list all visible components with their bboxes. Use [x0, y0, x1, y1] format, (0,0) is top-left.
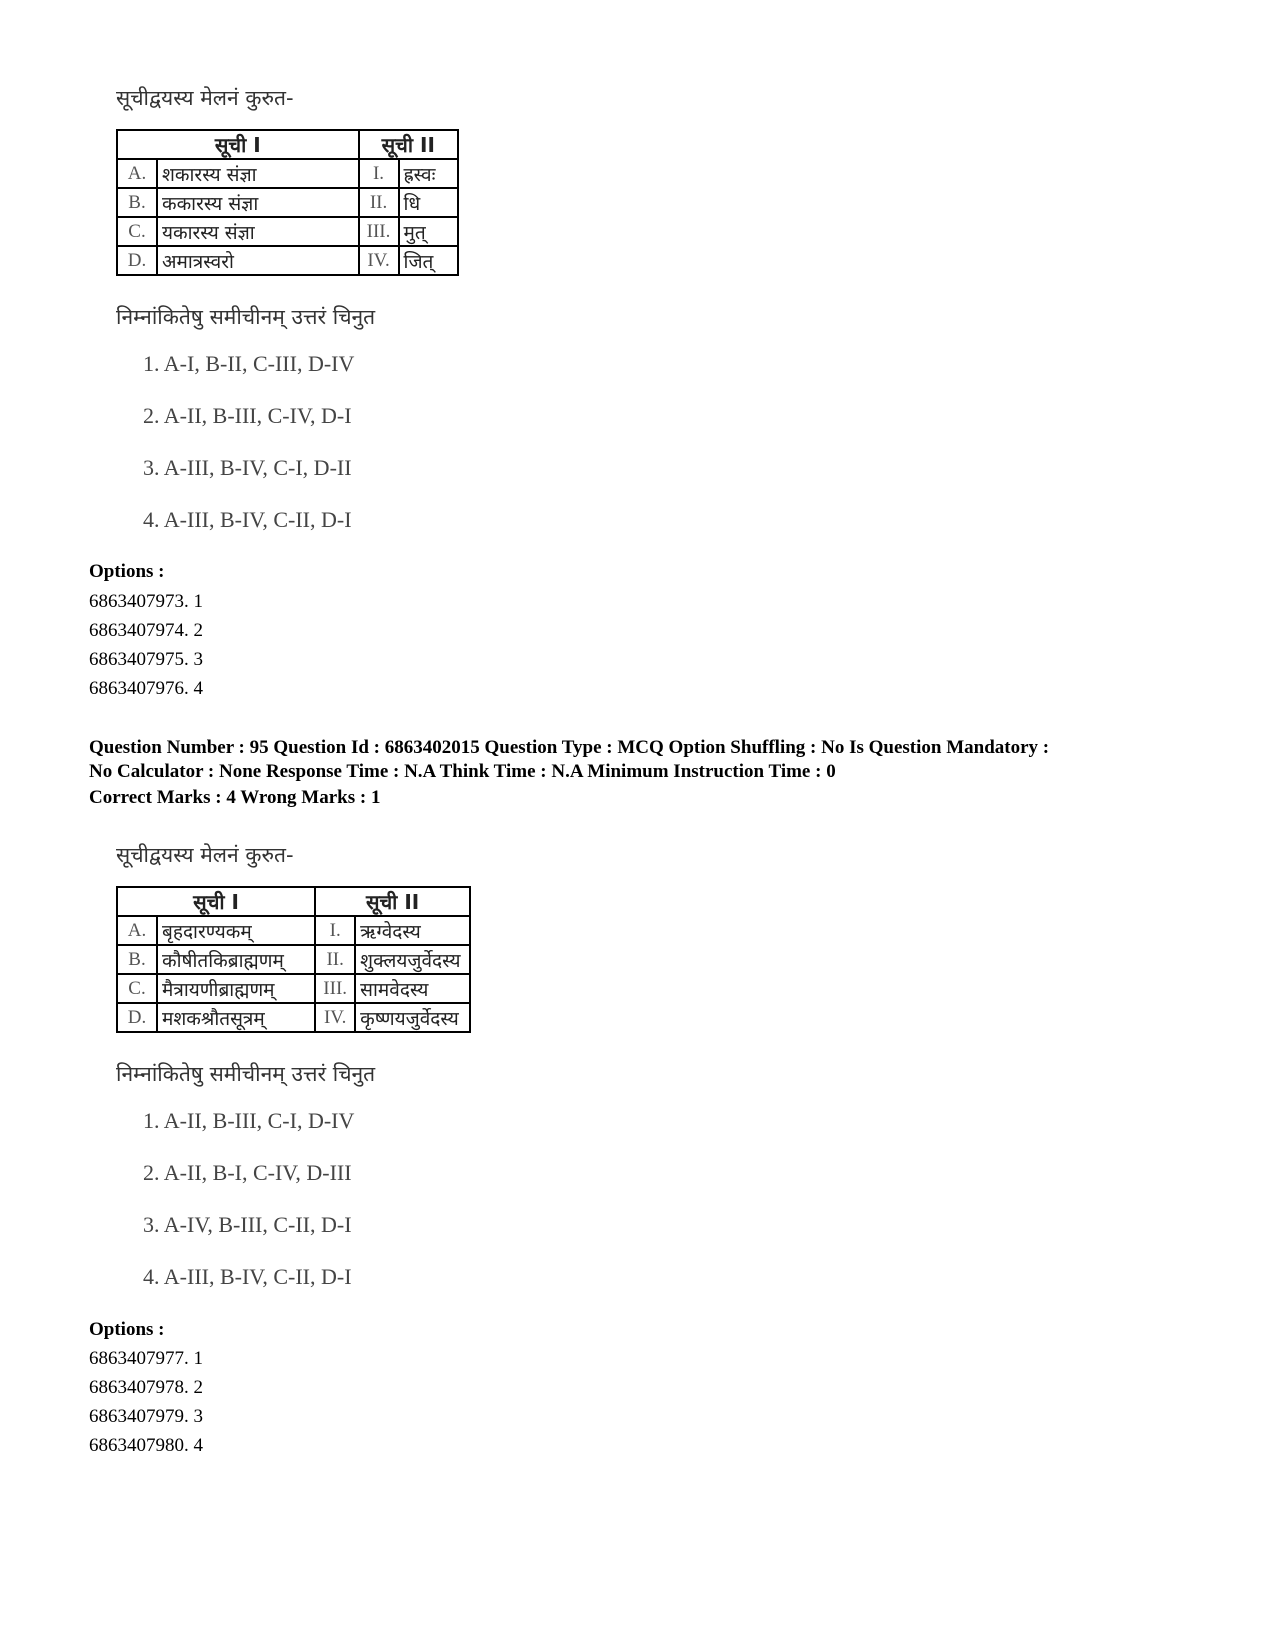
list-1-header: सूची I: [117, 887, 315, 916]
q95-prompt: निम्नांकितेषु समीचीनम् उत्तरं चिनुत: [116, 1062, 376, 1086]
option-item: 6863407975. 3: [89, 649, 203, 670]
list-2-value: धि: [399, 188, 458, 217]
q95-match-table: [116, 886, 471, 1033]
q95-choice-3: 3. A-IV, B-III, C-II, D-I: [143, 1212, 352, 1237]
table-row: [117, 945, 470, 974]
list-1-key: D.: [117, 246, 157, 275]
table-row: [117, 188, 458, 217]
q94-choice-3: 3. A-III, B-IV, C-I, D-II: [143, 455, 352, 480]
table-header-row: [117, 130, 458, 159]
option-item: 6863407976. 4: [89, 678, 203, 699]
q94-options-label: Options :: [89, 561, 165, 582]
q95-marks: Correct Marks : 4 Wrong Marks : 1: [89, 787, 381, 808]
list-2-key: I.: [315, 916, 355, 945]
option-item: 6863407979. 3: [89, 1406, 203, 1427]
option-item: 6863407974. 2: [89, 620, 203, 641]
list-1-key: A.: [117, 159, 157, 188]
list-1-key: C.: [117, 217, 157, 246]
q94-instruction: सूचीद्वयस्य मेलनं कुरुत-: [116, 86, 294, 110]
list-2-value: शुक्लयजुर्वेदस्य: [355, 945, 470, 974]
q95-choice-2: 2. A-II, B-I, C-IV, D-III: [143, 1160, 352, 1185]
q94-options-list: [89, 587, 203, 703]
list-1-key: A.: [117, 916, 157, 945]
list-2-value: ह्रस्वः: [399, 159, 458, 188]
q95-options-label: Options :: [89, 1319, 165, 1340]
table-header-row: [117, 887, 470, 916]
list-1-value: यकारस्य संज्ञा: [157, 217, 359, 246]
list-2-value: कृष्णयजुर्वेदस्य: [355, 1003, 470, 1032]
list-1-value: कौषीतकिब्राह्मणम्: [157, 945, 315, 974]
q95-instruction: सूचीद्वयस्य मेलनं कुरुत-: [116, 843, 294, 867]
q94-choice-4: 4. A-III, B-IV, C-II, D-I: [143, 507, 352, 532]
q94-match-table: [116, 129, 459, 276]
q95-options-list: [89, 1344, 203, 1460]
list-1-value: शकारस्य संज्ञा: [157, 159, 359, 188]
list-2-key: I.: [359, 159, 399, 188]
option-item: 6863407978. 2: [89, 1377, 203, 1398]
list-2-key: II.: [315, 945, 355, 974]
list-2-key: II.: [359, 188, 399, 217]
list-1-value: ककारस्य संज्ञा: [157, 188, 359, 217]
list-1-key: D.: [117, 1003, 157, 1032]
q94-choice-2: 2. A-II, B-III, C-IV, D-I: [143, 403, 352, 428]
list-2-value: मुत्: [399, 217, 458, 246]
list-2-value: ऋग्वेदस्य: [355, 916, 470, 945]
list-1-key: B.: [117, 945, 157, 974]
table-row: [117, 246, 458, 275]
list-1-header: सूची I: [117, 130, 359, 159]
list-2-value: जित्: [399, 246, 458, 275]
option-item: 6863407973. 1: [89, 591, 203, 612]
option-item: 6863407980. 4: [89, 1435, 203, 1456]
table-row: [117, 974, 470, 1003]
list-2-value: सामवेदस्य: [355, 974, 470, 1003]
list-1-key: C.: [117, 974, 157, 1003]
list-1-key: B.: [117, 188, 157, 217]
list-2-header: सूची II: [315, 887, 470, 916]
list-2-header: सूची II: [359, 130, 458, 159]
q95-meta-line-2: No Calculator : None Response Time : N.A Think Time : N.A Minimum Instruction Time : 0: [89, 761, 836, 782]
list-2-key: III.: [315, 974, 355, 1003]
q95-meta-line-1: Question Number : 95 Question Id : 6863402015 Question Type : MCQ Option Shuffling : No Is Question Mandatory :: [89, 737, 1050, 758]
option-item: 6863407977. 1: [89, 1348, 203, 1369]
list-2-key: IV.: [315, 1003, 355, 1032]
q95-choice-1: 1. A-II, B-III, C-I, D-IV: [143, 1108, 355, 1133]
list-2-key: III.: [359, 217, 399, 246]
q94-choice-1: 1. A-I, B-II, C-III, D-IV: [143, 351, 355, 376]
list-2-key: IV.: [359, 246, 399, 275]
q95-meta: [89, 736, 1219, 784]
list-1-value: अमात्रस्वरो: [157, 246, 359, 275]
list-1-value: मशकश्रौतसूत्रम्: [157, 1003, 315, 1032]
table-row: [117, 159, 458, 188]
table-row: [117, 916, 470, 945]
table-row: [117, 217, 458, 246]
table-row: [117, 1003, 470, 1032]
list-1-value: मैत्रायणीब्राह्मणम्: [157, 974, 315, 1003]
q94-prompt: निम्नांकितेषु समीचीनम् उत्तरं चिनुत: [116, 305, 376, 329]
q95-choice-4: 4. A-III, B-IV, C-II, D-I: [143, 1264, 352, 1289]
list-1-value: बृहदारण्यकम्: [157, 916, 315, 945]
